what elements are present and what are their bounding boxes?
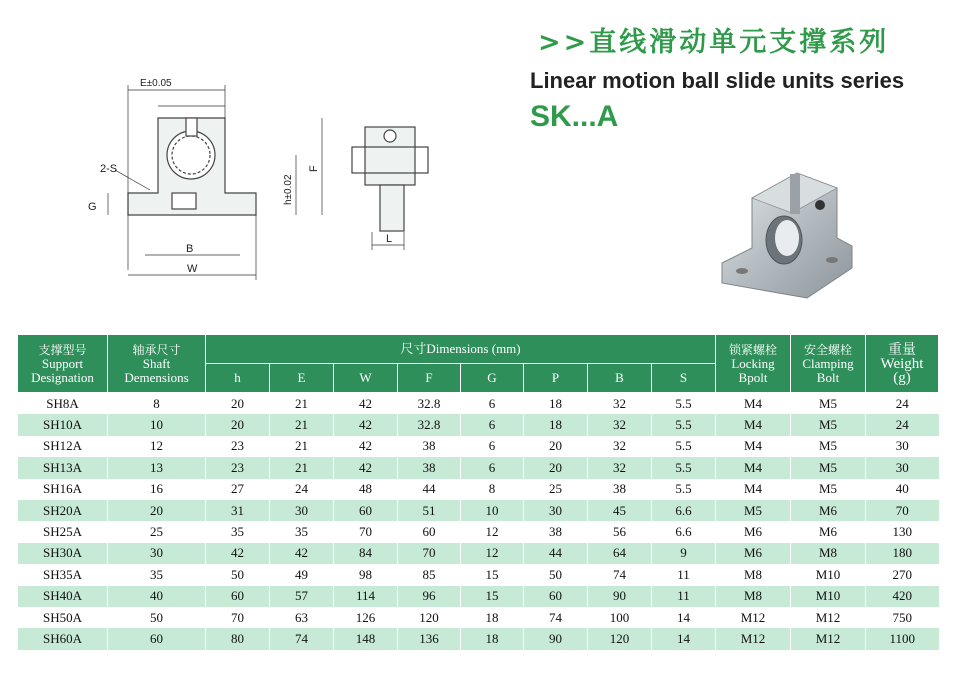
table-row — [18, 607, 939, 628]
table-cell: 180 — [866, 543, 939, 564]
table-cell: 6 — [461, 457, 524, 478]
header-weight-cn: 重量 — [888, 341, 916, 358]
table-cell: 6.6 — [652, 500, 716, 521]
table-cell: 42 — [334, 414, 398, 435]
table-cell: M10 — [791, 564, 866, 585]
table-cell: 32 — [588, 457, 652, 478]
header-dim-f: F — [398, 364, 461, 393]
table-cell: M5 — [791, 479, 866, 500]
table-cell: 90 — [588, 586, 652, 607]
table-cell: 13 — [108, 457, 206, 478]
table-cell: 49 — [270, 564, 334, 585]
table-cell: 5.5 — [652, 457, 716, 478]
header-clamping-cn: 安全螺栓 — [803, 342, 852, 357]
label-e: E±0.05 — [140, 78, 172, 89]
table-cell: 21 — [270, 414, 334, 435]
table-cell: 38 — [588, 479, 652, 500]
table-cell: 60 — [206, 586, 270, 607]
table-cell: M6 — [716, 521, 791, 542]
table-row — [18, 564, 939, 585]
table-cell: 24 — [866, 414, 939, 435]
table-cell: SH25A — [18, 521, 108, 542]
table-cell: 84 — [334, 543, 398, 564]
table-cell: 20 — [524, 436, 588, 457]
table-cell: 74 — [524, 607, 588, 628]
table-cell: 126 — [334, 607, 398, 628]
table-cell: 35 — [206, 521, 270, 542]
table-cell: 25 — [524, 479, 588, 500]
header-locking-cn: 锁紧螺栓 — [728, 342, 777, 357]
header-clamping-en1: Clamping — [802, 355, 854, 371]
table-cell: 32 — [588, 393, 652, 415]
product-photo — [712, 168, 862, 308]
table-cell: 1100 — [866, 628, 939, 649]
model-series: SK...A — [530, 100, 619, 133]
table-cell: 30 — [866, 436, 939, 457]
table-cell: 50 — [206, 564, 270, 585]
table-cell: 32 — [588, 436, 652, 457]
table-cell: 24 — [866, 393, 939, 415]
front-view-slot — [186, 118, 197, 136]
table-cell: 15 — [461, 586, 524, 607]
table-cell: 750 — [866, 607, 939, 628]
header-dim-s: S — [652, 364, 716, 393]
table-cell: 27 — [206, 479, 270, 500]
header-clamping — [791, 335, 866, 393]
table-cell: 98 — [334, 564, 398, 585]
table-cell: M5 — [791, 457, 866, 478]
table-cell: 10 — [108, 414, 206, 435]
table-cell: 6 — [461, 393, 524, 415]
table-cell: SH10A — [18, 414, 108, 435]
table-cell: SH30A — [18, 543, 108, 564]
table-cell: SH12A — [18, 436, 108, 457]
table-cell: SH35A — [18, 564, 108, 585]
table-cell: 21 — [270, 393, 334, 415]
table-cell: 21 — [270, 457, 334, 478]
table-cell: 11 — [652, 586, 716, 607]
table-row — [18, 436, 939, 457]
front-view-window — [172, 193, 196, 209]
table-cell: 6 — [461, 436, 524, 457]
header-dim-b: B — [588, 364, 652, 393]
table-row — [18, 628, 939, 649]
table-row — [18, 543, 939, 564]
table-cell: 20 — [206, 393, 270, 415]
header-weight-en2: (g) — [893, 369, 911, 386]
table-row — [18, 500, 939, 521]
table-cell: M8 — [716, 564, 791, 585]
table-cell: 48 — [334, 479, 398, 500]
table-cell: M12 — [716, 628, 791, 649]
table-cell: 14 — [652, 607, 716, 628]
header-weight-en1: Weight — [880, 355, 924, 372]
table-cell: M12 — [791, 628, 866, 649]
header-dim-p: P — [524, 364, 588, 393]
table-cell: 44 — [524, 543, 588, 564]
table-cell: 70 — [334, 521, 398, 542]
label-f: F — [308, 165, 320, 172]
table-cell: 32.8 — [398, 414, 461, 435]
table-cell: 21 — [270, 436, 334, 457]
table-cell: 25 — [108, 521, 206, 542]
table-cell: 60 — [398, 521, 461, 542]
label-g: G — [88, 201, 97, 213]
table-cell: 60 — [108, 628, 206, 649]
table-cell: M12 — [716, 607, 791, 628]
label-l: L — [386, 233, 393, 245]
table-cell: 32 — [588, 414, 652, 435]
table-cell: 70 — [206, 607, 270, 628]
table-row — [18, 393, 939, 415]
table-cell: M6 — [716, 543, 791, 564]
specification-table — [17, 334, 939, 650]
table-cell: 5.5 — [652, 414, 716, 435]
table-cell: M5 — [791, 414, 866, 435]
table-cell: 44 — [398, 479, 461, 500]
table-cell: SH60A — [18, 628, 108, 649]
table-cell: 74 — [270, 628, 334, 649]
table-cell: 85 — [398, 564, 461, 585]
header-dim-h: h — [206, 364, 270, 393]
table-cell: 12 — [108, 436, 206, 457]
table-cell: 23 — [206, 436, 270, 457]
label-b: B — [186, 243, 194, 255]
table-cell: 18 — [461, 607, 524, 628]
table-cell: 11 — [652, 564, 716, 585]
header-shaft-en1: Shaft — [142, 355, 171, 371]
table-cell: 18 — [461, 628, 524, 649]
table-cell: 30 — [108, 543, 206, 564]
table-cell: 60 — [524, 586, 588, 607]
table-cell: 64 — [588, 543, 652, 564]
table-cell: 12 — [461, 521, 524, 542]
table-cell: 56 — [588, 521, 652, 542]
table-cell: 5.5 — [652, 436, 716, 457]
table-cell: 148 — [334, 628, 398, 649]
table-cell: M4 — [716, 393, 791, 415]
table-cell: M12 — [791, 607, 866, 628]
table-cell: SH13A — [18, 457, 108, 478]
header-support-en2: Designation — [31, 369, 94, 385]
table-cell: 57 — [270, 586, 334, 607]
table-cell: 5.5 — [652, 393, 716, 415]
table-cell: 8 — [108, 393, 206, 415]
table-cell: 70 — [398, 543, 461, 564]
table-cell: 40 — [866, 479, 939, 500]
title-english: Linear motion ball slide units series — [530, 68, 905, 93]
header-dim-g: G — [461, 364, 524, 393]
table-cell: M4 — [716, 479, 791, 500]
table-cell: 15 — [461, 564, 524, 585]
header-dim-e: E — [270, 364, 334, 393]
table-cell: 42 — [334, 393, 398, 415]
table-cell: 20 — [108, 500, 206, 521]
table-cell: 42 — [270, 543, 334, 564]
table-cell: 42 — [206, 543, 270, 564]
table-cell: 120 — [398, 607, 461, 628]
header-shaft-cn: 轴承尺寸 — [132, 342, 181, 357]
header-support — [18, 335, 108, 393]
table-cell: M5 — [791, 436, 866, 457]
table-cell: 16 — [108, 479, 206, 500]
header-support-cn: 支撑型号 — [38, 342, 87, 357]
table-cell: 30 — [866, 457, 939, 478]
table-cell: 270 — [866, 564, 939, 585]
table-cell: 30 — [270, 500, 334, 521]
header-clamping-en2: Bolt — [816, 369, 840, 385]
table-cell: 130 — [866, 521, 939, 542]
table-cell: 96 — [398, 586, 461, 607]
header-shaft-en2: Demensions — [124, 369, 189, 385]
table-cell: 74 — [588, 564, 652, 585]
table-cell: M8 — [791, 543, 866, 564]
table-cell: M10 — [791, 586, 866, 607]
header-locking-en1: Locking — [731, 355, 775, 371]
table-cell: SH50A — [18, 607, 108, 628]
table-cell: 6 — [461, 414, 524, 435]
table-cell: 51 — [398, 500, 461, 521]
table-cell: 38 — [398, 457, 461, 478]
table-cell: 12 — [461, 543, 524, 564]
table-cell: 14 — [652, 628, 716, 649]
label-w: W — [187, 263, 198, 275]
table-row — [18, 457, 939, 478]
table-cell: 63 — [270, 607, 334, 628]
label-h: h±0.02 — [283, 174, 294, 205]
table-cell: M4 — [716, 436, 791, 457]
table-row — [18, 479, 939, 500]
table-cell: 38 — [524, 521, 588, 542]
table-cell: 10 — [461, 500, 524, 521]
table-cell: M5 — [716, 500, 791, 521]
table-cell: 18 — [524, 414, 588, 435]
header-shaft — [108, 335, 206, 393]
table-cell: 35 — [270, 521, 334, 542]
table-cell: M6 — [791, 521, 866, 542]
table-cell: 90 — [524, 628, 588, 649]
table-cell: 70 — [866, 500, 939, 521]
table-cell: 100 — [588, 607, 652, 628]
table-cell: 6.6 — [652, 521, 716, 542]
table-row — [18, 586, 939, 607]
table-cell: 50 — [108, 607, 206, 628]
table-cell: M6 — [791, 500, 866, 521]
table-cell: SH20A — [18, 500, 108, 521]
table-cell: M4 — [716, 457, 791, 478]
table-cell: SH40A — [18, 586, 108, 607]
table-cell: SH8A — [18, 393, 108, 415]
table-cell: 420 — [866, 586, 939, 607]
table-row — [18, 414, 939, 435]
table-cell: M4 — [716, 414, 791, 435]
table-cell: 38 — [398, 436, 461, 457]
table-row — [18, 521, 939, 542]
label-s: 2-S — [100, 163, 118, 175]
table-cell: 18 — [524, 393, 588, 415]
table-cell: 120 — [588, 628, 652, 649]
header-locking-en2: Bpolt — [738, 369, 768, 385]
table-cell: 23 — [206, 457, 270, 478]
table-cell: 136 — [398, 628, 461, 649]
table-cell: M5 — [791, 393, 866, 415]
table-cell: SH16A — [18, 479, 108, 500]
table-cell: 42 — [334, 457, 398, 478]
table-cell: 45 — [588, 500, 652, 521]
table-cell: 32.8 — [398, 393, 461, 415]
title-chinese: >>直线滑动单元支撑系列 — [538, 27, 890, 58]
table-cell: M8 — [716, 586, 791, 607]
table-cell: 24 — [270, 479, 334, 500]
table-cell: 5.5 — [652, 479, 716, 500]
table-cell: 20 — [206, 414, 270, 435]
header-locking — [716, 335, 791, 393]
table-cell: 31 — [206, 500, 270, 521]
header-dimensions: 尺寸Dimensions (mm) — [206, 335, 716, 364]
header-dim-w: W — [334, 364, 398, 393]
header-weight — [866, 335, 939, 393]
technical-drawing — [80, 70, 440, 290]
table-cell: 114 — [334, 586, 398, 607]
table-cell: 50 — [524, 564, 588, 585]
table-cell: 42 — [334, 436, 398, 457]
table-cell: 8 — [461, 479, 524, 500]
header-support-en1: Support — [41, 355, 84, 371]
table-cell: 35 — [108, 564, 206, 585]
table-cell: 30 — [524, 500, 588, 521]
table-cell: 80 — [206, 628, 270, 649]
table-cell: 60 — [334, 500, 398, 521]
table-cell: 40 — [108, 586, 206, 607]
table-cell: 9 — [652, 543, 716, 564]
table-cell: 20 — [524, 457, 588, 478]
